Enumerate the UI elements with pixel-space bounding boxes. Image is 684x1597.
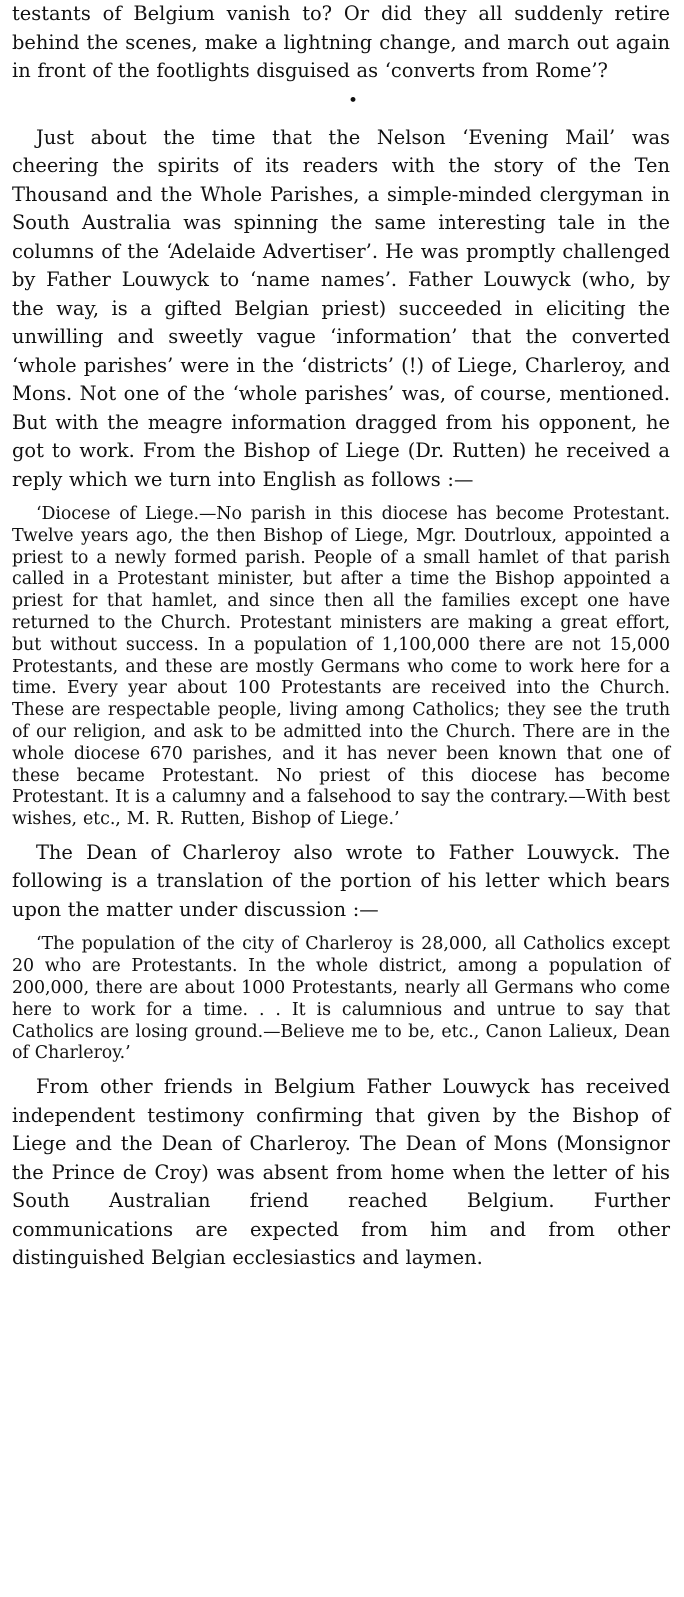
dean-letter-quote: ‘The population of the city of Charleroy is 28,000, all Catholics except 20 who are Protestants. In the whole district, among a population of 200,000, there are about 1000 Protestants, nearly all Germans who come here to work for a time. . . It is calumnious and untrue to say that Catholics are losing ground.—Believe me to be, etc., Canon Lalieux, Dean of Charleroy.’ xyxy=(12,934,670,1064)
opening-paragraph: testants of Belgium vanish to? Or did they all suddenly retire behind the scenes, make a lightning change, and march out again in front of the footlights disguised as ‘converts from Rome’? xyxy=(12,2,670,82)
dean-paragraph: The Dean of Charleroy also wrote to Father Louwyck. The following is a translation of the portion of his letter which bears upon the matter under discussion :— xyxy=(12,840,670,921)
main-paragraph: Just about the time that the Nelson ‘Evening Mail’ was cheering the spirits of its readers with the story of the Ten Thousand and the Whole Parishes, a simple-minded clergyman in South Australia was spinning the same interesting tale in the columns of the ‘Adelaide Advertiser’. He was promptly challenged by Father Louwyck to ‘name names’. Father Louwyck (who, by the way, is a gifted Belgian priest) succeeded in eliciting the unwilling and sweetly vague ‘information’ that the converted ‘whole parishes’ were in the ‘districts’ (!) of Liege, Charleroy, and Mons. Not one of the ‘whole parishes’ was, of course, mentioned. But with the meagre information dragged from his opponent, he got to work. From the Bishop of Liege (Dr. Rutten) he received a reply which we turn into English as follows :— xyxy=(12,125,670,491)
closing-paragraph: From other friends in Belgium Father Louwyck has received independent testimony confirming that given by the Bishop of Liege and the Dean of Charleroy. The Dean of Mons (Monsignor the Prince de Croy) was absent from home when the letter of his South Australian friend reached Belgium. Further communications are expected from him and from other distinguished Belgian ecclesiastics and laymen. xyxy=(12,1075,670,1270)
bishop-letter-quote: ‘Diocese of Liege.—No parish in this diocese has become Protestant. Twelve years ago, the then Bishop of Liege, Mgr. Doutrloux, appointed a priest to a newly formed parish. People of a small hamlet of that parish called in a Protestant minister, but after a time the Bishop appointed a priest for that hamlet, and since then all the families except one have returned to the Church. Protestant ministers are making a great effort, but without success. In a population of 1,100,000 there are not 15,000 Protestants, and these are mostly Germans who come to work here for a time. Every year about 100 Protestants are received into the Church. These are respectable people, living among Catholics; they see the truth of our religion, and ask to be admitted into the Church. There are in the whole diocese 670 parishes, and it has never been known that one of these became Protestant. No priest of this diocese has become Protestant. It is a calumny and a falsehood to say the contrary.—With best wishes, etc., M. R. Rutten, Bishop of Liege.’ xyxy=(12,504,670,830)
section-separator xyxy=(12,86,670,112)
separator-dot: • xyxy=(348,90,359,111)
